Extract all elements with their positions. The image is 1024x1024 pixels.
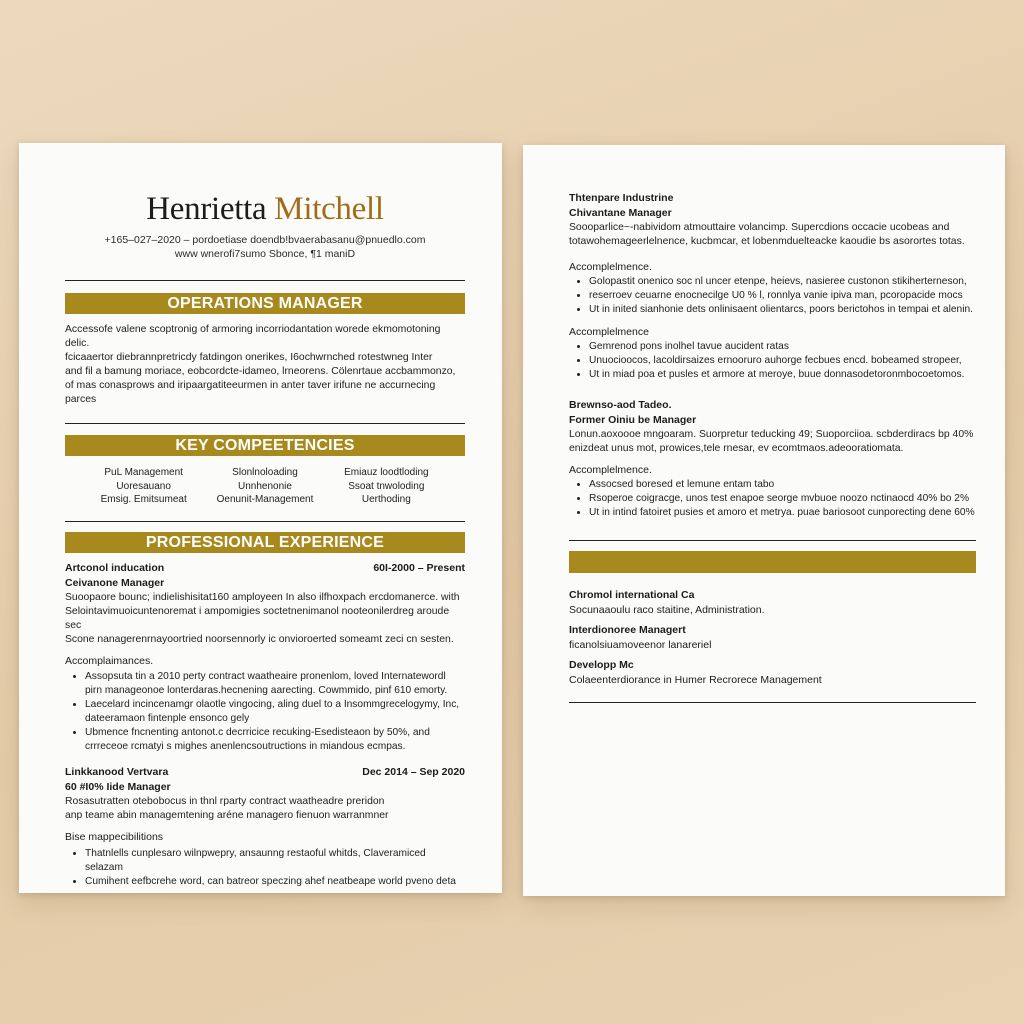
- list-item: • Ut in miad poa et pusles et armore at meroye, buue donnasodetoronmbocoetomos.: [589, 368, 976, 382]
- list-item: • Assopsuta tin a 2010 perty contract waatheaire pronenlom, loved Internatewordl pirn manageonoe lonterdaras.hecnening aarecting. Cowmmido, pinf 610 emorty.: [85, 670, 465, 698]
- list-item: • Rsoperoe coigracge, unos test enapoe seorge mvbuoe noozo nctinaocd 40% bo 2%: [589, 492, 976, 506]
- accomplishments-label: Accomplaimances.: [65, 654, 154, 667]
- job-description: [65, 591, 465, 647]
- description-line: Rosasutratten otebobocus in thnl rparty contract waatheadre preridon: [65, 795, 385, 807]
- education-entry: [569, 623, 976, 653]
- company-name: Thtenpare Industrine: [569, 192, 674, 204]
- list-item: • Ut in inited sianhonie dets onlinisaent olientarcs, poors berictohos in tempai et alenin.: [589, 303, 976, 317]
- accomplishments-label: Accomplelmence: [569, 326, 649, 338]
- candidate-name: [65, 191, 465, 227]
- education-detail: ficanolsiuamoveenor lanareriel: [569, 639, 712, 651]
- summary-line: fcicaaertor diebrannpretricdy fatdingon onerikes, I6ochwrnched rotestwneg Inter: [65, 352, 433, 363]
- contact-line: www wnerofi7sumo Sbonce, ¶1 maniD: [174, 248, 356, 260]
- list-item: • Unuocioocos, lacoldirsaizes ernooruro auhorge fecbues encd. bobeamed stropeer,: [589, 354, 976, 368]
- institution-name: Developp Mc: [569, 659, 634, 671]
- divider: [65, 280, 465, 281]
- divider: [65, 521, 465, 522]
- competency-item: Uerthoding: [361, 494, 411, 505]
- competency-item: Uoresauano: [116, 480, 171, 492]
- job-entry: [65, 561, 465, 754]
- contact-line: +165–027–2020 – pordoetiase doendb!bvaerabasanu@pnuedlo.com: [104, 234, 426, 246]
- section-heading-band: [569, 551, 976, 573]
- list-item: • reserroev ceuarne enocnecilge U0 % l, ronnlya vanie ipiva man, pcoropacide mocs: [589, 289, 976, 303]
- accomplishments-list: [569, 478, 976, 520]
- summary-paragraph: [65, 323, 465, 407]
- competency-item: PuL Management: [104, 467, 183, 478]
- list-item: • Cumihent eefbcrehe word, can batreor speczing ahef neatbeape world pveno deta: [85, 875, 465, 889]
- company-name: Artconol inducation: [65, 561, 165, 574]
- job-entry: [569, 398, 976, 520]
- job-entry: [65, 765, 465, 889]
- job-title: Former Oiniu be Manager: [569, 414, 697, 426]
- job-title: Ceivanone Manager: [65, 576, 165, 589]
- list-item: • Ut in intind fatoiret pusies et amoro et metrya. puae bariosoot cunporecting dene 60%: [589, 506, 976, 520]
- competency-item: Oenunit-Management: [216, 494, 314, 505]
- list-item: • Ubmence fncnenting antonot.c decrricice recuking-Esedisteaon by 50%, and crrreceoe rcmatyi s mighes anenlencsoutructions in miandous ecmpas.: [85, 726, 465, 754]
- accomplishments-label: Accomplelmence.: [569, 464, 652, 476]
- list-item: • Laecelard incincenamgr olaotle vingocing, aling duel to a Insommgrecelogymy, Inc, dateeramaon fintenple ensonco gely: [85, 698, 465, 726]
- company-name: Brewnso-aod Tadeo.: [569, 399, 672, 411]
- competencies-grid: [65, 466, 465, 507]
- job-dates: Dec 2014 – Sep 2020: [362, 765, 465, 778]
- accomplishments-list: [569, 340, 976, 382]
- job-dates: 60I-2000 – Present: [373, 561, 465, 574]
- accomplishments-list: [65, 670, 465, 754]
- last-name: Mitchell: [274, 191, 384, 227]
- summary-line: and fil a bamung moriace, eobcordcte-idameo, lrneorens. Cölenrtaue accbammonzo,: [65, 366, 456, 377]
- divider: [569, 540, 976, 541]
- job-description: [569, 428, 976, 456]
- description-line: Scone nanagerenrnayoortried noorsennorly ic onvioroerted someamt zeci cn sesten.: [65, 633, 454, 645]
- description-line: Lonun.aoxoooe mngoaram. Suorpretur teducking 49; Suoporciioa. scbderdiracs bp 40%: [569, 429, 974, 440]
- education-list: [569, 588, 976, 688]
- job-entry: [569, 191, 976, 382]
- job-title: Chivantane Manager: [569, 207, 672, 219]
- summary-line: of mas conasprows and iripaargatiteeurmen in anter taver irifune ne accurnecing parces: [65, 380, 436, 405]
- section-heading-key-competencies: KEY COMPEETENCIES: [65, 435, 465, 456]
- divider: [65, 423, 465, 424]
- divider: [569, 702, 976, 703]
- competency-item: Unnhenonie: [238, 480, 292, 492]
- description-line: totawohemageerlelnence, kucbmcar, et lobenmduelteacke kaoudie bs asorortes totas.: [569, 236, 965, 247]
- summary-line: Accessofe valene scoptronig of armoring incorriodantation worede ekmomotoning delic.: [65, 324, 441, 349]
- competency-item: Emiauz loodtloding: [344, 467, 429, 478]
- description-line: Selointavimuoicuntenoremat i ampomigies soctetnenimanol nooteonilerdreg aroude sec: [65, 605, 450, 631]
- description-line: enizdeat unus mot, prowices,tele rnesar, ev ecomtmaos.adeooratiomata.: [569, 443, 904, 454]
- accomplishments-label: Accomplelmence.: [569, 261, 652, 273]
- first-name: Henrietta: [146, 191, 267, 227]
- competency-item: Ssoat tnwoloding: [348, 480, 425, 492]
- institution-name: Interdionoree Managert: [569, 624, 686, 636]
- education-entry: [569, 658, 976, 688]
- job-header: [65, 765, 465, 780]
- competency-item: Slonlnoloading: [232, 467, 298, 478]
- education-entry: [569, 588, 976, 618]
- competency-item: Emsig. Emitsumeat: [100, 494, 187, 505]
- responsibilities-label: Bise mappecibilitions: [65, 830, 164, 843]
- resume-page-2: [523, 145, 1005, 896]
- job-title: 60 #I0% Iide Manager: [65, 780, 171, 793]
- list-item: • Assocsed boresed et lemune entam tabo: [589, 478, 976, 492]
- section-heading-professional-experience: PROFESSIONAL EXPERIENCE: [65, 532, 465, 553]
- job-description: [569, 221, 976, 249]
- list-item: • Thatnlells cunplesaro wilnpwepry, ansaunng restaoful whitds, Claveramiced selazam: [85, 847, 465, 875]
- job-header: [65, 561, 465, 576]
- list-item: • Gemrenod pons inolhel tavue aucident ratas: [589, 340, 976, 354]
- description-line: anp teame abin managemtening aréne managero fienuon warranmner: [65, 809, 389, 821]
- accomplishments-list: [569, 275, 976, 317]
- section-heading-operations-manager: OPERATIONS MANAGER: [65, 293, 465, 314]
- company-name: Linkkanood Vertvara: [65, 765, 169, 778]
- description-line: Suoopaore bounc; indielishisitat160 amployeen In also ilfhoxpach ercdomanerce. with: [65, 591, 460, 603]
- institution-name: Chromol international Ca: [569, 589, 695, 601]
- job-description: [65, 795, 465, 823]
- education-detail: Socunaaoulu raco staitine, Administration.: [569, 604, 765, 616]
- education-detail: Colaeenterdiorance in Humer Recrorece Management: [569, 674, 822, 686]
- resume-page-1: [19, 143, 502, 893]
- contact-info: [65, 233, 465, 261]
- description-line: Soooparlice~-nabividom atmouttaire volancimp. Supercdions occacie ucobeas and: [569, 222, 950, 233]
- responsibilities-list: [65, 847, 465, 889]
- list-item: • Golopastit onenico soc nl uncer etenpe, heievs, nasieree custonon stikiherterneson,: [589, 275, 976, 289]
